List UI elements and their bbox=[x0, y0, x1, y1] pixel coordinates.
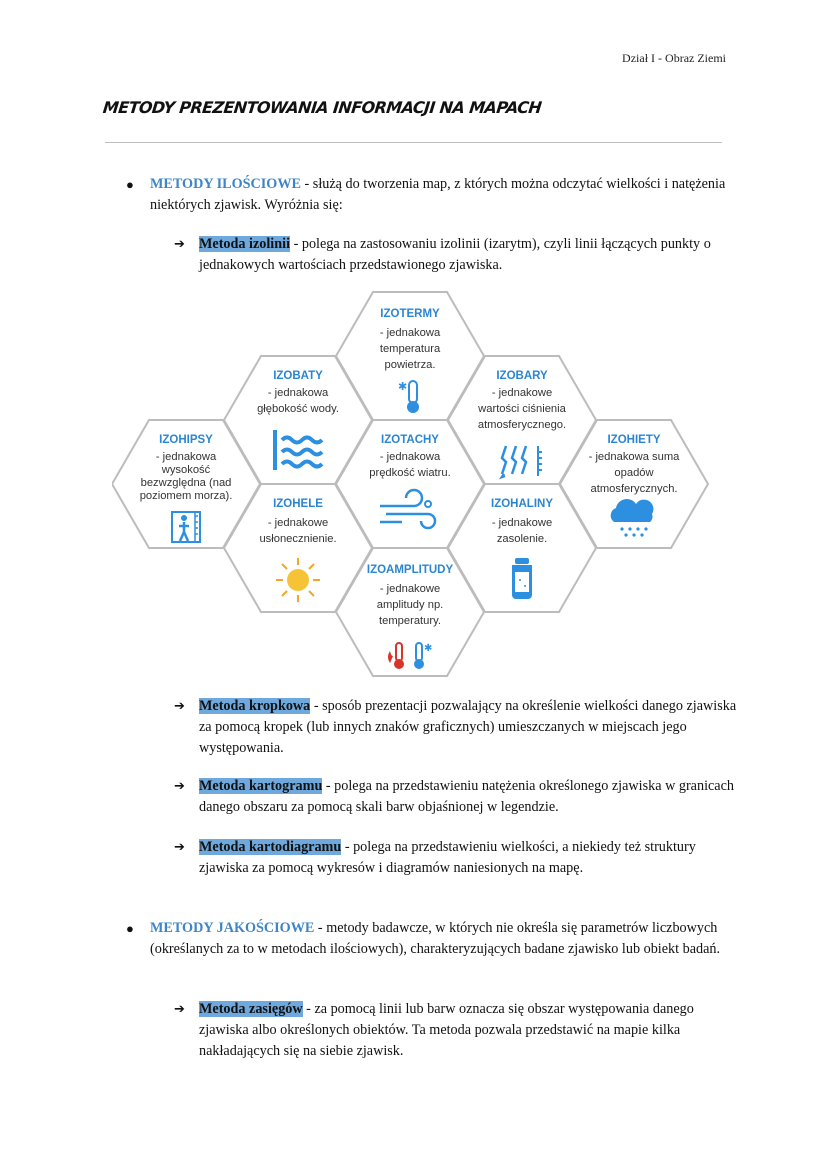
arrow-icon: ➔ bbox=[174, 1002, 185, 1017]
izohipsy-line: wysokość bbox=[161, 464, 211, 476]
quantitative-text: - służą do tworzenia map, z których można odczytać wielkości i natężenia niektórych zjawisk. Wyróżnia się: bbox=[150, 176, 726, 213]
isoline-honeycomb-diagram bbox=[112, 283, 712, 679]
sun-icon bbox=[276, 558, 320, 602]
izoamplitudy-line: - jednakowe bbox=[379, 583, 441, 595]
arrow-icon: ➔ bbox=[174, 699, 185, 714]
izohaliny-line: zasolenie. bbox=[496, 533, 548, 545]
izohipsy-line: - jednakowa bbox=[155, 451, 217, 463]
svg-text:✱: ✱ bbox=[424, 643, 433, 654]
izohipsy-line: poziomem morza). bbox=[139, 490, 233, 502]
arrow-icon: ➔ bbox=[174, 840, 185, 855]
izobary-line: wartości ciśnienia bbox=[478, 403, 566, 415]
svg-text:✱: ✱ bbox=[398, 380, 408, 393]
izohele-line: usłonecznienie. bbox=[259, 533, 337, 545]
method-name: Metoda kartogramu bbox=[199, 778, 323, 794]
izotachy-title: IZOTACHY bbox=[381, 434, 439, 446]
method-text: - polega na zastosowaniu izolinii (izarytm), czyli linii łączących punkty o jednakowych wartościach przedstawionego zjawiska. bbox=[199, 236, 711, 273]
izotermy-line: - jednakowa bbox=[379, 327, 441, 339]
section-header: Dział I - Obraz Ziemi bbox=[622, 51, 726, 65]
title-divider bbox=[105, 142, 722, 143]
izobary-line: atmosferycznego. bbox=[477, 419, 567, 431]
izohaliny-title: IZOHALINY bbox=[491, 498, 553, 510]
izoamplitudy-line: temperatury. bbox=[379, 615, 441, 627]
arrow-icon: ➔ bbox=[174, 779, 185, 794]
method-text: - sposób prezentacji pozwalający na określenie wielkości danego zjawiska za pomocą kropek (lub innych znaków graficznych) umieszczanych w miejscach jego występowania. bbox=[199, 698, 737, 756]
method-name: Metoda zasięgów bbox=[199, 1001, 303, 1017]
izohele-line: - jednakowe bbox=[267, 517, 329, 529]
izotermy-line: temperatura bbox=[379, 343, 441, 355]
izohiety-line: opadów bbox=[614, 467, 654, 479]
izotermy-title: IZOTERMY bbox=[380, 308, 440, 320]
bullet-quantitative bbox=[126, 174, 730, 216]
bullet-dot: ● bbox=[126, 177, 134, 192]
izohiety-line: - jednakowa suma bbox=[588, 451, 680, 463]
izotermy-line: powietrza. bbox=[384, 359, 436, 371]
izohipsy-title: IZOHIPSY bbox=[159, 434, 213, 446]
method-kartodiagramu bbox=[174, 837, 744, 879]
izohiety-line: atmosferycznych. bbox=[590, 483, 678, 495]
izoamplitudy-line: amplitudy np. bbox=[376, 599, 444, 611]
method-kartogramu bbox=[174, 776, 744, 818]
qualitative-label: METODY JAKOŚCIOWE bbox=[150, 920, 315, 936]
page-title: METODY PREZENTOWANIA INFORMACJI NA MAPACH bbox=[102, 98, 543, 117]
izohaliny-line: - jednakowe bbox=[491, 517, 553, 529]
method-text: - za pomocą linii lub barw oznacza się obszar występowania danego zjawiska albo określonych obiektów. Ta metoda pozwala przedstawić na mapie kilka nakładających się na siebie zjawisk. bbox=[199, 1001, 694, 1059]
izohipsy-line: bezwzględna (nad bbox=[140, 477, 232, 489]
izoamplitudy-title: IZOAMPLITUDY bbox=[366, 564, 454, 576]
izobaty-title: IZOBATY bbox=[273, 370, 323, 382]
izobary-line: - jednakowe bbox=[491, 387, 553, 399]
izohele-title: IZOHELE bbox=[273, 498, 323, 510]
method-zasiegow bbox=[174, 999, 744, 1062]
qualitative-text: - metody badawcze, w których nie określa się parametrów liczbowych (określanych za to w metodach ilościowych), charakteryzujących badane zjawisko lub obiekt badań. bbox=[150, 920, 721, 957]
method-name: Metoda kartodiagramu bbox=[199, 839, 342, 855]
bullet-qualitative bbox=[126, 918, 730, 960]
izobaty-line: - jednakowa bbox=[267, 387, 329, 399]
izobaty-line: głębokość wody. bbox=[257, 403, 339, 415]
izotachy-line: prędkość wiatru. bbox=[369, 467, 451, 479]
method-name: Metoda kropkowa bbox=[199, 698, 311, 714]
arrow-icon: ➔ bbox=[174, 237, 185, 252]
bullet-dot: ● bbox=[126, 921, 134, 936]
izobary-title: IZOBARY bbox=[496, 370, 548, 382]
izotachy-line: - jednakowa bbox=[379, 451, 441, 463]
method-izolinii bbox=[174, 234, 744, 276]
method-text: - polega na przedstawieniu wielkości, a niekiedy też struktury zjawiska za pomocą wykresów i diagramów naniesionych na mapę. bbox=[199, 839, 696, 876]
method-kropkowa bbox=[174, 696, 744, 759]
quantitative-label: METODY ILOŚCIOWE bbox=[150, 176, 301, 192]
izohiety-title: IZOHIETY bbox=[607, 434, 661, 446]
method-text: - polega na przedstawieniu natężenia określonego zjawiska w granicach danego obszaru za pomocą skali barw objaśnionej w legendzie. bbox=[199, 778, 734, 815]
method-name: Metoda izolinii bbox=[199, 236, 291, 252]
